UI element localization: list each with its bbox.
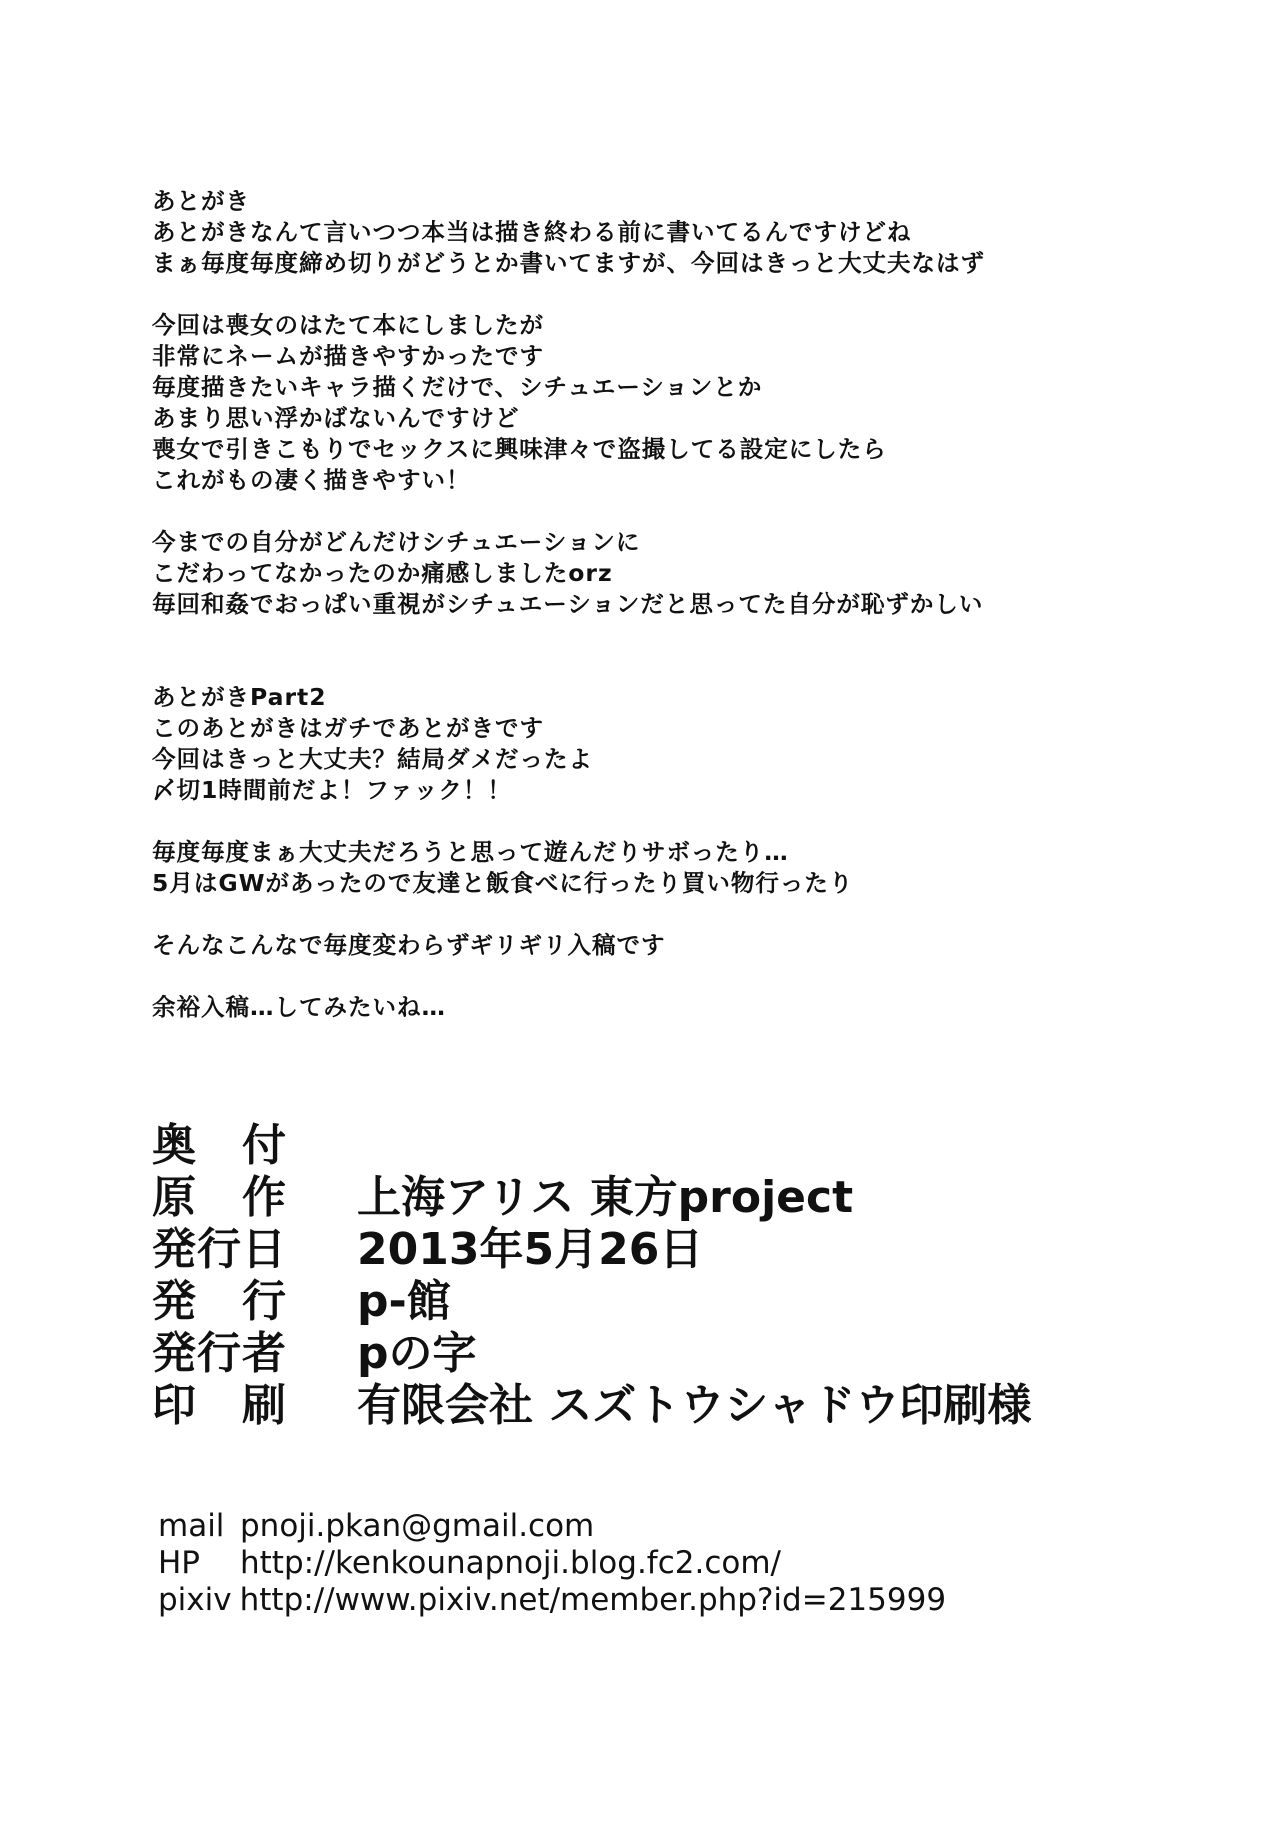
contact-row-mail — [158, 1508, 946, 1545]
afterword-line: 〆切1時間前だよ！ファック！！ — [152, 776, 512, 804]
afterword-line: こだわってなかったのか痛感しましたorz — [152, 559, 613, 587]
pixiv-url: http://www.pixiv.net/member.php?id=215999 — [239, 1582, 947, 1618]
afterword-paragraph-4 — [152, 682, 1152, 806]
afterword-line: まぁ毎度毎度締め切りがどうとか書いてますが、今回はきっと大丈夫なはず — [152, 249, 985, 277]
afterword-title: あとがき — [152, 187, 250, 215]
colophon-value: 2013年5月26日 — [357, 1224, 704, 1275]
contact-section — [158, 1508, 946, 1619]
afterword-line: 毎度描きたいキャラ描くだけで、シチュエーションとか — [152, 373, 763, 401]
mail-address: pnoji.pkan@gmail.com — [240, 1508, 595, 1544]
afterword-paragraph-7 — [152, 992, 1152, 1023]
afterword-part2-title: あとがきPart2 — [152, 683, 327, 711]
afterword-line: 毎度毎度まぁ大丈夫だろうと思って遊んだりサボったり… — [152, 838, 789, 866]
contact-label: mail — [158, 1508, 225, 1544]
afterword-line: 非常にネームが描きやすかったです — [152, 342, 544, 370]
colophon-row-publisher — [152, 1276, 1202, 1328]
homepage-url: http://kenkounapnoji.blog.fc2.com/ — [240, 1545, 781, 1581]
colophon-value: pの字 — [357, 1328, 477, 1379]
colophon-row-publish-date — [152, 1224, 1202, 1276]
colophon-heading: 奥 付 — [152, 1120, 287, 1171]
afterword-paragraph-2 — [152, 310, 1152, 496]
colophon-label: 原 作 — [152, 1172, 287, 1223]
colophon-label: 発行日 — [152, 1224, 287, 1275]
contact-label: HP — [158, 1545, 201, 1581]
colophon-label: 発行者 — [152, 1328, 287, 1379]
afterword-paragraph-6 — [152, 930, 1152, 961]
afterword-line: 喪女で引きこもりでセックスに興味津々で盗撮してる設定にしたら — [152, 435, 887, 463]
contact-label: pixiv — [158, 1582, 232, 1618]
afterword-paragraph-3 — [152, 527, 1152, 620]
colophon-label: 印 刷 — [152, 1380, 287, 1431]
colophon-value: 上海アリス 東方project — [357, 1172, 854, 1223]
afterword-line: 今までの自分がどんだけシチュエーションに — [152, 528, 641, 556]
contact-row-hp — [158, 1545, 946, 1582]
afterword-line: 5月はGWがあったので友達と飯食べに行ったり買い物行ったり — [152, 869, 854, 897]
afterword-line: 余裕入稿…してみたいね… — [152, 993, 446, 1021]
colophon-heading-row — [152, 1120, 1202, 1172]
afterword-line: 毎回和姦でおっぱい重視がシチュエーションだと思ってた自分が恥ずかしい — [152, 590, 984, 618]
colophon-value: p-館 — [357, 1276, 451, 1327]
colophon-label: 発 行 — [152, 1276, 287, 1327]
afterword-line: 今回はきっと大丈夫？結局ダメだったよ — [152, 745, 593, 773]
colophon-section — [152, 1120, 1202, 1432]
afterword-line: あまり思い浮かばないんですけど — [152, 404, 520, 432]
colophon-row-author — [152, 1328, 1202, 1380]
colophon-row-original-work — [152, 1172, 1202, 1224]
afterword-line: これがもの凄く描きやすい！ — [152, 466, 471, 494]
colophon-value: 有限会社 スズトウシャドウ印刷様 — [357, 1380, 1032, 1431]
afterword-line: そんなこんなで毎度変わらずギリギリ入稿です — [152, 931, 666, 959]
colophon-row-printer — [152, 1380, 1202, 1432]
afterword-line: このあとがきはガチであとがきです — [152, 714, 544, 742]
afterword-paragraph-1 — [152, 186, 1152, 279]
contact-row-pixiv — [158, 1582, 946, 1619]
afterword-section — [152, 186, 1152, 1054]
afterword-paragraph-5 — [152, 837, 1152, 899]
afterword-line: 今回は喪女のはたて本にしましたが — [152, 311, 544, 339]
afterword-line: あとがきなんて言いつつ本当は描き終わる前に書いてるんですけどね — [152, 218, 912, 246]
